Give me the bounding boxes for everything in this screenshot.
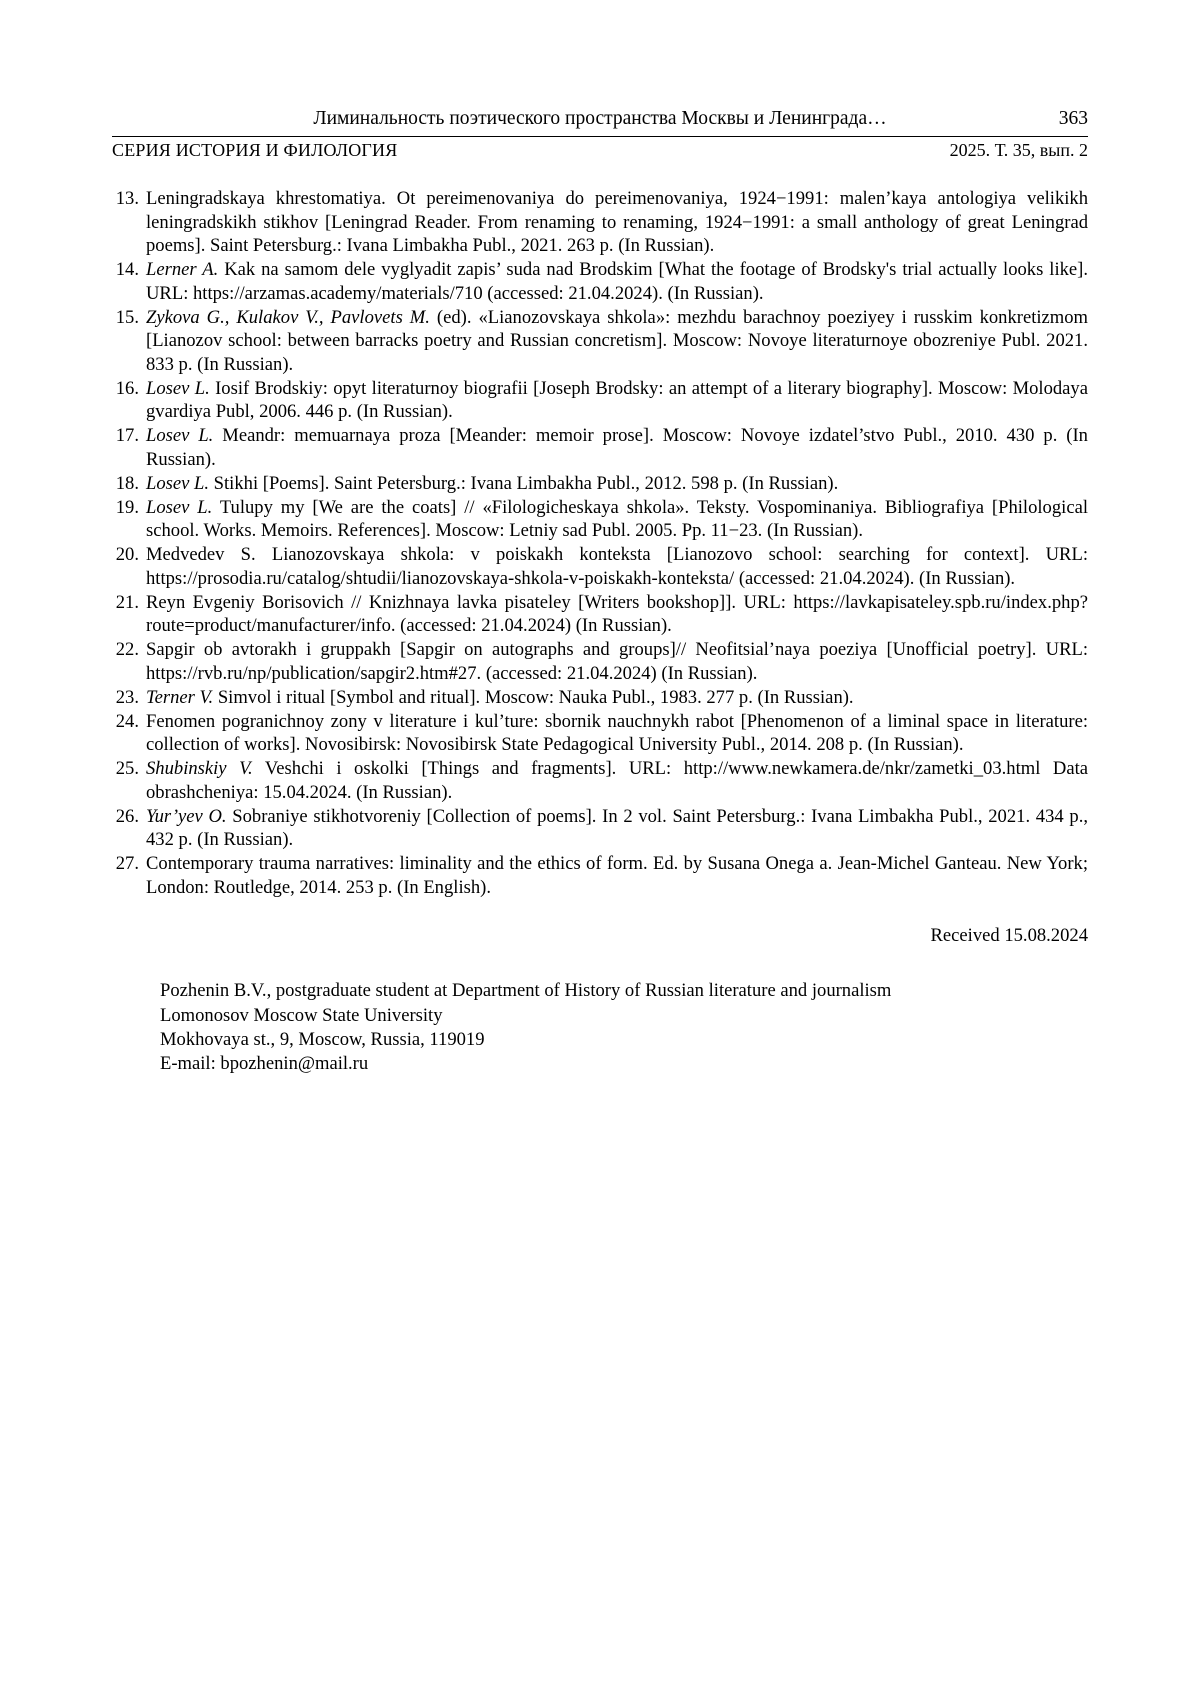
issue-info: 2025. Т. 35, вып. 2 xyxy=(949,140,1088,160)
reference-text: Losev L. Stikhi [Poems]. Saint Petersburg.: Ivana Limbakha Publ., 2012. 598 p. (In Russian). xyxy=(146,472,839,494)
reference-number: 15. xyxy=(115,306,139,328)
reference-text: Zykova G., Kulakov V., Pavlovets M. (ed). «Lianozovskaya shkola»: mezhdu barachnoy poeziyey i russkim konkretizmom [Lianozov school: between barracks poetry and Russian concretism]. Moscow: Novoye literaturnoye obozreniye Publ. 2021. 833 p. (In Russian). xyxy=(146,306,1089,375)
author-affiliation-line-2: Lomonosov Moscow State University xyxy=(160,1004,443,1026)
reference-number: 22. xyxy=(115,639,139,661)
reference-item xyxy=(112,638,1088,685)
reference-item xyxy=(112,852,1088,899)
reference-text: Losev L. Iosif Brodskiy: opyt literaturnoy biografii [Joseph Brodsky: an attempt of a literary biography]. Moscow: Molodaya gvardiya Publ, 2006. 446 p. (In Russian). xyxy=(146,377,1088,423)
series-line xyxy=(112,136,1088,161)
reference-text: Leningradskaya khrestomatiya. Ot pereimenovaniya do pereimenovaniya, 1924−1991: malen’kaya antologiya velikikh leningradskikh stikhov [Leningrad Reader. From renaming to renaming, 1924−1991: a small anthology of great Leningrad poems]. Saint Petersburg.: Ivana Limbakha Publ., 2021. 263 p. (In Russian). xyxy=(146,188,1088,257)
reference-number: 23. xyxy=(115,686,139,708)
reference-number: 16. xyxy=(115,377,139,399)
reference-item xyxy=(112,187,1088,258)
reference-number: 21. xyxy=(115,591,139,613)
reference-number: 18. xyxy=(115,472,139,494)
reference-number: 19. xyxy=(115,496,139,518)
author-info xyxy=(160,979,1088,1076)
reference-text: Yur’yev O. Sobraniye stikhotvoreniy [Collection of poems]. In 2 vol. Saint Petersburg.: Ivana Limbakha Publ., 2021. 434 p., 432 p. (In Russian). xyxy=(146,805,1088,851)
reference-text: Reyn Evgeniy Borisovich // Knizhnaya lavka pisateley [Writers bookshop]]. URL: https://lavkapisateley.spb.ru/index.php?route=product/manufacturer/info. (accessed: 21.04.2024) (In Russian). xyxy=(146,591,1088,637)
author-email: E-mail: bpozhenin@mail.ru xyxy=(160,1052,369,1074)
running-head xyxy=(112,108,1088,134)
reference-text: Contemporary trauma narratives: liminality and the ethics of form. Ed. by Susana Onega a. Jean-Michel Ganteau. New York; London: Routledge, 2014. 253 p. (In English). xyxy=(146,853,1088,898)
reference-item xyxy=(112,496,1088,543)
reference-number: 24. xyxy=(115,710,139,732)
received-date: Received 15.08.2024 xyxy=(930,925,1088,947)
reference-number: 25. xyxy=(115,758,139,780)
reference-text: Terner V. Simvol i ritual [Symbol and ritual]. Moscow: Nauka Publ., 1983. 277 p. (In Russian). xyxy=(146,686,854,708)
reference-item xyxy=(112,757,1088,804)
reference-item xyxy=(112,805,1088,852)
reference-text: Medvedev S. Lianozovskaya shkola: v poiskakh konteksta [Lianozovo school: searching for context]. URL: https://prosodia.ru/catalog/shtudii/lianozovskaya-shkola-v-poiskakh-konteksta/ (accessed: 21.04.2024). (In Russian). xyxy=(146,544,1088,589)
reference-item xyxy=(112,543,1088,590)
reference-number: 17. xyxy=(115,425,139,447)
series-name: СЕРИЯ ИСТОРИЯ И ФИЛОЛОГИЯ xyxy=(112,140,398,160)
reference-item xyxy=(112,710,1088,757)
reference-item xyxy=(112,472,1088,496)
reference-item xyxy=(112,591,1088,638)
page-number: 363 xyxy=(1058,108,1088,129)
reference-number: 20. xyxy=(115,544,139,566)
reference-number: 27. xyxy=(115,853,139,875)
author-affiliation-line-1: Pozhenin B.V., postgraduate student at Department of History of Russian literature and journalism xyxy=(160,980,892,1002)
reference-item xyxy=(112,377,1088,424)
reference-text: Shubinskiy V. Veshchi i oskolki [Things and fragments]. URL: http://www.newkamera.de/nkr/zametki_03.html Data obrashcheniya: 15.04.2024. (In Russian). xyxy=(146,758,1088,803)
reference-number: 13. xyxy=(115,188,139,209)
reference-text: Losev L. Meandr: memuarnaya proza [Meander: memoir prose]. Moscow: Novoye izdatel’stvo Publ., 2010. 430 p. (In Russian). xyxy=(146,425,1088,470)
author-address: Mokhovaya st., 9, Moscow, Russia, 119019 xyxy=(160,1028,485,1050)
reference-item xyxy=(112,686,1088,710)
reference-text: Lerner A. Kak na samom dele vyglyadit zapis’ suda nad Brodskim [What the footage of Brodsky's trial actually looks like]. URL: https://arzamas.academy/materials/710 (accessed: 21.04.2024). (In Russian). xyxy=(146,259,1089,304)
reference-item xyxy=(112,306,1088,377)
reference-text: Losev L. Tulupy my [We are the coats] // «Filologicheskaya shkola». Teksty. Vospominaniya. Bibliografiya [Philological school. Works. Memoirs. References]. Moscow: Letniy sad Publ. 2005. Pp. 11−23. (In Russian). xyxy=(146,496,1088,542)
running-head-title: Лиминальность поэтического пространства Москвы и Ленинграда… xyxy=(313,108,887,129)
reference-number: 14. xyxy=(115,259,139,281)
reference-text: Fenomen pogranichnoy zony v literature i kul’ture: sbornik nauchnykh rabot [Phenomenon of a liminal space in literature: collection of works]. Novosibirsk: Novosibirsk State Pedagogical University Publ., 2014. 208 p. (In Russian). xyxy=(146,710,1088,756)
reference-item xyxy=(112,424,1088,471)
reference-text: Sapgir ob avtorakh i gruppakh [Sapgir on autographs and groups]// Neofitsial’naya poeziya [Unofficial poetry]. URL: https://rvb.ru/np/publication/sapgir2.htm#27. (accessed: 21.04.2024) (In Russian). xyxy=(146,639,1088,684)
reference-list xyxy=(112,187,1088,899)
reference-item xyxy=(112,258,1088,305)
reference-number: 26. xyxy=(115,805,139,827)
